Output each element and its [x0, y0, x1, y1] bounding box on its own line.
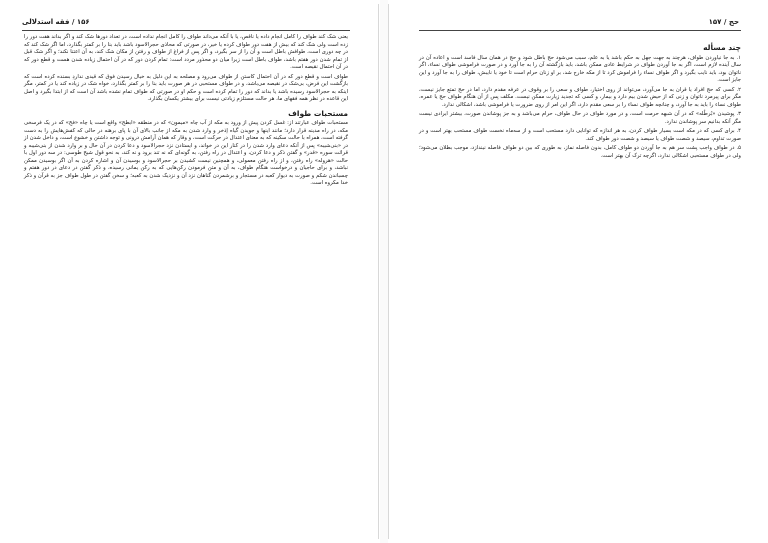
left-header-rule: [22, 30, 350, 31]
right-page: [388, 4, 765, 539]
issue-item: ۳. پوشیدن «بُرطُله» که در آن شبهه حرمت است، و در مورد طواف در حال طواف، حرام می‌باشد و به جز پوشاندن صورت، بیشتر ایرادی نیست مگر آنکه بدانیم سر پوشاندن ندارد.: [419, 111, 741, 125]
right-page-body: [419, 38, 741, 162]
section-heading-recommended: مستحبات طواف: [288, 108, 348, 118]
issue-item: ۴. برای کسی که در مکه است بسیار طواف کردن، به هر اندازه که توانایی دارد مستحب است و از سه‌ماه نخست طواف مستحب بهتر است و در صورت تداوم، سیصد و شصت طواف یا سیصد و شصت دور طواف کند.: [419, 128, 741, 142]
right-page-header: حج / ۱۵۷: [708, 18, 739, 26]
issue-item: ۲. کسی که حج افراد یا قران به جا می‌آورد، می‌تواند از روی اختیار، طواف و سعی را بر وقوف در عرفه مقدم دارد، اما در حج تمتع جایز نیست، مگر برای پیرمرد ناتوان و زنی که از حیض شدن بیم دارد و بیمار، و کسی که تجدید زیارت ممکن نیست. مکلف پس از آن هنگام طواف حج یا عمره، طواف نساء را باید به جا آورد، و چنانچه طواف نساء را بر سعی مقدم دارد، اگر این امر از روی ضرورت یا فراموشی باشد، اشکالی ندارد.: [419, 86, 741, 108]
left-paragraph-2: طواف است و قطع دور که در آن احتمال کاستن از طواف می‌رود و مصلحه به این دلیل به خیال رسیدن فوق که قیدی نداردِ بسنده کرده است که بازگشت این فرض، بی‌شک در نقیصه می‌باشد، و در طواف مستحبی در هر صورت باید بنا را بر کمتر بگذارد، خواه شک در زیاده کند یا در کمتر، مگر اینکه به حجرالاسود رسیده باشد یا بداند که دور را تمام کرده است و حکم او در صورتی که طواف تمام نشده باشد آن است که از ابتدا بگیرد و اصل این قاعده در نظر همه فقهای ما، هر حالت مستلزم زیادتی نیست برای بیشتر یکسان بگذارد.: [24, 73, 348, 102]
section-heading-issues: چند مسأله: [703, 43, 741, 52]
left-paragraph-1: یعنی شک کند طواف را کامل انجام داده یا ناقص، یا با آنکه می‌داند طواف را کامل انجام نداده است، در تعداد دورها شک کند و اگر بداند هفت دور را زده است ولی شک کند که بیش از هفت دور طواف کرده یا خیر، در صورتی که محاذی حجرالاسود باشد باید بنا را بر کمتر بگذارد، اما اگر شک کند که در چه دوری است، طوافش باطل است و آن را از سر بگیرد، و اگر پس از فراغ از طواف و رفتن از مکان شک کند، به آن اعتنا نکند؛ و اگر شک قبل از تمام شدن دور هفتم باشد، طواف باطل است زیرا میان دو محذور مردد است: تمام کردن دور که در آن احتمال زیاده شدن هست و قطع دور که در آن احتمال نقیصه است.: [24, 34, 348, 70]
issue-item: ۱. به جا نیاوردن طواف، هرچند به جهت جهل به حکم باشد یا به علم، سبب می‌شود حج باطل شود و حج در همان سال فاسد است و اعاده آن در سال آینده لازم است، اگر به جا آوردن طواف در شرایط عادی ممکن باشد، باید بازگشته آن را به جا آورد و در صورت فراموشی طواف نساء، اگر ناتوان بود، باید نایب بگیرد و اگر طواف نساء را فراموش کرد تا از مکه خارج شد، بر او زنان حرام است تا خود یا نایبش، طواف را به جا آورد و این جایز است.: [419, 54, 741, 83]
left-page: [2, 4, 379, 539]
issue-item: ۵. در طواف واجب پشت سر هم به جا آوردن دو طواف کامل، بدون فاصله نماز، به طوری که بین دو طواف فاصله نیندازد، موجب بطلان می‌شود؛ ولی در طواف مستحبی اشکالی ندارد، اگرچه ترک آن بهتر است.: [419, 145, 741, 159]
left-paragraph-3: مستحبات طواف عبارتند از: غسل کردن پیش از ورود به مکه از آب چاه «میمون» که در منطقه «ابطح» واقع است یا چاه «فخ» که در یک فرسخی مکه، در راه مدینه قرار دارد؛ مانند اینها و جویدن گیاه إذخر و وارد شدن به مکه از جانب بالای آن با پای برهنه در حالی که کفش‌هایش را به دست گرفته است، همراه با حالت سکینه که به معنای اعتدال در حرکت است، و وقار که همان آرامش درونی و توجه داشتن و خشوع است، و داخل شدن از در «بنی‌شیبه» پس از آنکه دعای وارد شدن را در کنار این در خواند، و ایستادن نزد حجرالاسود و دعا کردن در آن حال و بر وارد شدن از بنی‌شیبه و قرائت سوره «قدر» و گفتن ذکر و دعا کردن، و اعتدال در راه رفتن، به گونه‌ای که نه تند برود و نه کند، به نحو قول شیخ طوسی: در سه دور اول با حالت «هروله» راه رفتن، و از راه رفتن معمولی، و همچنین نیست کشیدن بر حجرالاسود و بوسیدن آن و اشاره کردن به آن اگر بوسیدن ممکن نباشد، و برای حاجیان و درخواست هنگام طواف، به آن و متن فرمودن رکن‌هایی که به رکن یمانی رسیده، و ذکر گفتن در دعای در دور هفتم و چسباندن شکم و صورت به دیوار کعبه در مستجار و برشمردن گناهان نزد آن و نزدیک شدن به کعبه؛ و سخن گفتن در طول طواف جز به قرآن و ذکر خدا مکروه است.: [24, 120, 348, 186]
left-page-header: ۱۵۶ / فقه استدلالی: [22, 18, 90, 26]
right-header-rule: [419, 30, 741, 31]
left-page-body: [24, 34, 348, 190]
book-gutter: [380, 0, 388, 543]
